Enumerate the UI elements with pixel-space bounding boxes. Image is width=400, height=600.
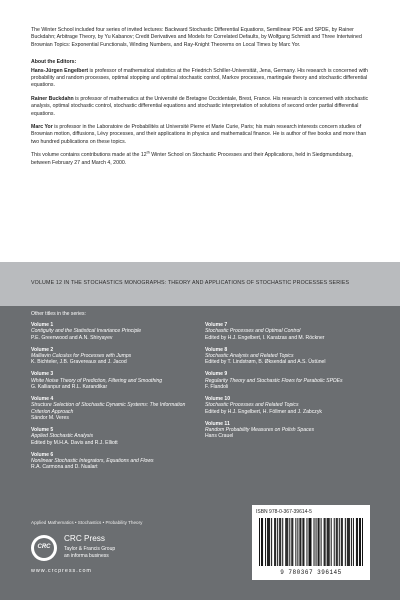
volume-number: Volume 7 (205, 322, 228, 328)
editor-name: Rainer Buckdahn (31, 95, 74, 102)
volume-entry (31, 371, 201, 390)
barcode-bar (327, 518, 328, 566)
barcode-bar (331, 518, 332, 566)
isbn-barcode (252, 505, 370, 580)
other-titles-heading: Other titles in the series: (31, 311, 86, 317)
volume-title: Stochastic Processes and Optimal Control (205, 328, 301, 335)
volume-entry (31, 322, 201, 341)
intro-paragraph: The Winter School included four series of invited lectures: Backward Stochastic Differential Equations, Semilinear PDE and SPDE, by Rainer Buckdahn; Arbitrage Theory, by Yu Kabanov; Credit Derivatives and Models for Correlated Defaults, by Wolfgang Schmidt and Three Intertwined Brownian Topics: Exponential Functionals, Winding Numbers, and Ray-Knight Theorems on Local Times by Marc Yor. (31, 27, 362, 48)
about-editors-heading: About the Editors: (31, 59, 77, 66)
barcode-number: 9 780367 396145 (280, 569, 342, 576)
volume-entry (31, 396, 201, 421)
volume-title: Stochastic Processes and Related Topics (205, 402, 299, 409)
crc-logo-icon (31, 535, 57, 561)
editor-name: Marc Yor (31, 124, 53, 131)
barcode-bar (303, 518, 304, 566)
closing-text-b: Winter School on Stochastic Processes and their Applications, held in Siedgmundsburg, between February 27 and March 4, 2000. (31, 152, 353, 166)
volume-number: Volume 10 (205, 396, 231, 403)
barcode-bar (299, 518, 300, 566)
barcode-bar (274, 518, 275, 566)
barcode-bar (329, 518, 330, 566)
closing-superscript: th (146, 150, 150, 155)
barcode-bar (265, 518, 266, 566)
volume-title: Malliavin Calculus for Processes with Jumps (31, 352, 132, 359)
barcode-bars (259, 518, 363, 566)
barcode-bar (289, 518, 290, 566)
barcode-bar (360, 518, 361, 566)
volume-entry (205, 371, 375, 390)
volume-number: Volume 1 (31, 322, 54, 328)
editor-name: Hans-Jürgen Engelbert (31, 67, 89, 74)
volume-entry (31, 347, 201, 366)
barcode-bar (287, 518, 288, 566)
series-title: VOLUME 12 IN THE STOCHASTICS MONOGRAPHS: THEORY AND APPLICATIONS OF STOCHASTIC PROCESSES SERIES (31, 280, 350, 286)
barcode-bar (357, 518, 358, 566)
editor-bio-engelbert (31, 68, 373, 90)
volume-entry (31, 452, 201, 471)
barcode-bar (316, 518, 317, 566)
barcode-bar (321, 518, 322, 566)
series-band (0, 262, 400, 306)
publisher-group: Taylor & Francis Group (64, 546, 116, 552)
barcode-bar (337, 518, 338, 566)
volume-authors: Edited by H.J. Engelbert, I. Karatzas and M. Röckner (205, 334, 325, 341)
volume-number: Volume 5 (31, 427, 54, 434)
isbn-label: ISBN 978-0-367-39614-5 (256, 509, 312, 515)
editor-bio: is professor of mathematical statistics at the Friedrich Schiller-Universität, Jena, Germany. His research is concerned with probability and random processes, optimal stopping and optimal stochastic control, Markov processes, martingale theory and stochastic differential equations. (31, 67, 368, 89)
barcode-bar (351, 518, 352, 566)
barcode-bar (286, 518, 287, 566)
publisher-tagline: an informa business (64, 553, 109, 559)
volume-authors: Hans Crauel (205, 433, 234, 440)
barcode-bar (348, 518, 349, 566)
volume-title: White Noise Theory of Prediction, Filtering and Smoothing (31, 377, 163, 384)
barcode-bar (275, 518, 276, 566)
volume-authors: Sándor M. Veres (31, 414, 69, 421)
volume-entry (31, 427, 201, 446)
barcode-bar (353, 518, 354, 566)
volumes-right-column (205, 322, 375, 445)
barcode-bar (277, 518, 278, 566)
barcode-bar (342, 518, 343, 566)
editor-bio-buckdahn (31, 96, 373, 118)
volume-authors: R.A. Carmona and D. Nualart (31, 464, 98, 471)
volume-authors: G. Kallianpur and R.L. Karandikar (31, 383, 108, 390)
volume-number: Volume 11 (205, 420, 230, 427)
barcode-bar (347, 518, 348, 566)
volume-authors: K. Bichteler, J.B. Gravereaux and J. Jacod (31, 359, 127, 366)
volume-entry (205, 347, 375, 366)
volume-number: Volume 3 (31, 371, 54, 378)
barcode-bar (334, 518, 335, 566)
editor-bio: is professor in the Laboratoire de Probabilités at Université Pierre et Marie Curie, Paris; his main research interests concern studies of Brownian motion, diffusions, Lévy processes, and their applications in physics and mathematical finance. He is author of five books and more than two hundred publications on these topics. (31, 124, 367, 145)
volume-title: Regularity Theory and Stochastic Flows for Parabolic SPDEs (205, 377, 343, 384)
volume-title: Structure Selection of Stochastic Dynamic Systems: The Information Criterion Approach (31, 402, 186, 415)
barcode-bar (295, 518, 296, 566)
barcode-bar (359, 518, 360, 566)
volume-title: Random Probability Measures on Polish Spaces (205, 427, 315, 434)
volume-entry (205, 396, 375, 415)
barcode-bar (308, 518, 309, 566)
barcode-bar (262, 518, 263, 566)
volume-number: Volume 4 (31, 396, 54, 403)
barcode-bar (267, 518, 268, 566)
volumes-left-column (31, 322, 201, 476)
barcode-bar (309, 518, 310, 566)
barcode-bar (311, 518, 312, 566)
volume-entry (205, 421, 375, 440)
barcode-bar (339, 518, 340, 566)
volume-authors: Edited by H.J. Engelbert, H. Föllmer and J. Zabczyk (205, 408, 322, 415)
volume-authors: F. Flandoli (205, 383, 229, 390)
volume-title: Nonlinear Stochastic Integrators, Equations and Flows (31, 458, 154, 465)
barcode-bar (285, 518, 286, 566)
barcode-bar (291, 518, 292, 566)
barcode-bar (269, 518, 270, 566)
barcode-bar (302, 518, 303, 566)
volume-number: Volume 8 (205, 346, 228, 353)
barcode-bar (314, 518, 315, 566)
closing-paragraph (31, 152, 373, 167)
editor-bio: is professor of mathematics at the Université de Bretagne Occidentale, Brest, France. His research is concerned with stochastic analysis, optimal stochastic control, stochastic differential equations and stochastic interpretation of solutions of second order partial differential equations. (31, 95, 369, 117)
barcode-bar (292, 518, 293, 566)
logo-text: CRC (37, 544, 51, 550)
volume-authors: Edited by T. Lindstrøm, B. Øksendal and A.S. Üstünel (205, 359, 326, 366)
publisher-name: CRC Press (64, 534, 105, 543)
volume-authors: P.E. Greenwood and A.N. Shiryayev (31, 334, 113, 341)
barcode-bar (297, 518, 298, 566)
volume-number: Volume 9 (205, 371, 228, 378)
barcode-bar (280, 518, 281, 566)
closing-text-a: This volume contains contributions made at the 12 (31, 152, 147, 159)
barcode-bar (356, 518, 357, 566)
publisher-url: www.crcpress.com (31, 568, 92, 574)
volume-title: Applied Stochastic Analysis (31, 433, 94, 440)
barcode-bar (282, 518, 283, 566)
description-text (31, 27, 373, 173)
barcode-bar (325, 518, 326, 566)
barcode-bar (261, 518, 262, 566)
barcode-bar (324, 518, 325, 566)
volume-number: Volume 6 (31, 451, 54, 458)
barcode-bar (345, 518, 346, 566)
volume-title: Stochastic Analysis and Related Topics (205, 352, 294, 359)
editor-bio-yor (31, 124, 373, 146)
barcode-bar (268, 518, 269, 566)
barcode-bar (362, 518, 363, 566)
barcode-bar (319, 518, 320, 566)
volume-number: Volume 2 (31, 346, 54, 353)
barcode-bar (259, 518, 260, 566)
publisher-block (31, 531, 201, 591)
barcode-bar (328, 518, 329, 566)
volume-title: Contiguity and the Statistical Invariance Principle (31, 328, 142, 335)
barcode-bar (349, 518, 350, 566)
barcode-bar (300, 518, 301, 566)
subject-categories: Applied Mathematics • Stochastics • Probability Theory (31, 520, 143, 525)
barcode-bar (279, 518, 280, 566)
barcode-bar (318, 518, 319, 566)
volume-entry (205, 322, 375, 341)
barcode-bar (271, 518, 272, 566)
barcode-bar (341, 518, 342, 566)
description-panel (0, 0, 400, 262)
volume-authors: Edited by M.H.A. Davis and R.J. Elliott (31, 439, 118, 446)
barcode-bar (336, 518, 337, 566)
barcode-bar (306, 518, 307, 566)
